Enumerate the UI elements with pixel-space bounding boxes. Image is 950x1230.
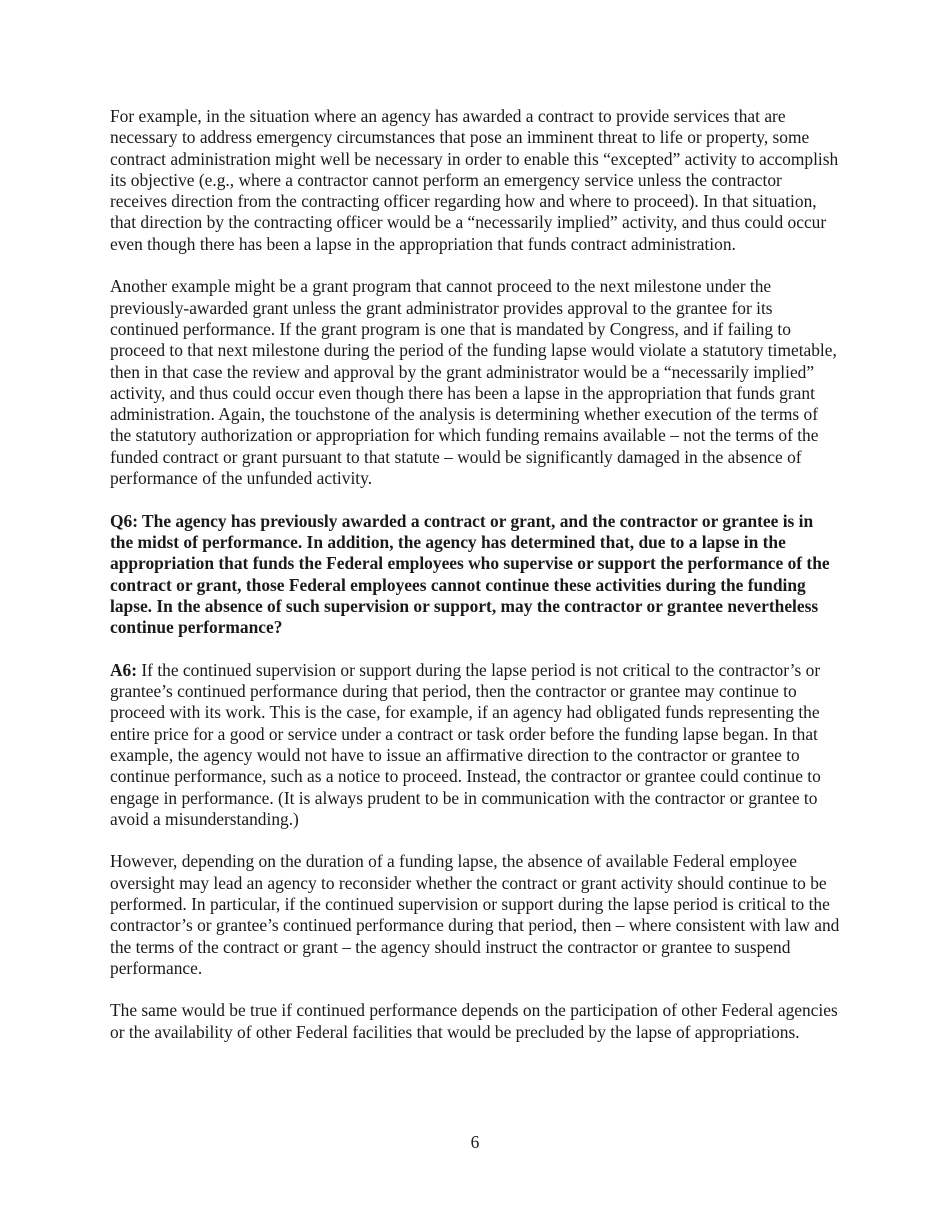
- answer-label: A6:: [110, 659, 138, 680]
- page-number: 6: [470, 1132, 480, 1152]
- question-q6: Q6: The agency has previously awarded a contract or grant, and the contractor or grantee is in the midst of performance. In addition, the agency has determined that, due to a lapse in the appropriation that funds the Federal employees who supervise or support the performance of the contract or grant, those Federal employees cannot continue these activities during the funding lapse. In the absence of such supervision or support, may the contractor or grantee nevertheless continue performance?: [110, 510, 830, 638]
- paragraph-oversight: However, depending on the duration of a funding lapse, the absence of available Federal employee oversight may lead an agency to reconsider whether the contract or grant activity should continue to be performed. In particular, if the continued supervision or support during the lapse period is critical to the contractor’s or grantee’s continued performance during that period, then – where consistent with law and the terms of the contract or grant – the agency should instruct the contractor or grantee to suspend performance.: [110, 851, 840, 978]
- paragraph-other-agencies: The same would be true if continued performance depends on the participation of other Federal agencies or the availability of other Federal facilities that would be precluded by the lapse of appropriations.: [110, 1000, 838, 1042]
- document-page: [110, 106, 840, 1064]
- paragraph-grant-example: Another example might be a grant program that cannot proceed to the next milestone under the previously-awarded grant unless the grant administrator provides approval to the grantee for its continued performance. If the grant program is one that is mandated by Congress, and if failing to proceed to that next milestone during the period of the funding lapse would violate a statutory timetable, then in that case the review and approval by the grant administrator would be a “necessarily implied” activity, and thus could occur even though there has been a lapse in the appropriation that funds grant administration. Again, the touchstone of the analysis is determining whether execution of the terms of the statutory authorization or appropriation for which funding remains available – not the terms of the funded contract or grant pursuant to that statute – would be significantly damaged in the absence of performance of the unfunded activity.: [110, 276, 837, 489]
- answer-a6: [110, 660, 840, 830]
- paragraph-contract-example: For example, in the situation where an agency has awarded a contract to provide services that are necessary to address emergency circumstances that pose an imminent threat to life or property, some contract administration might well be necessary in order to enable this “excepted” activity to accomplish its objective (e.g., where a contractor cannot perform an emergency service unless the contractor receives direction from the contracting officer regarding how and where to proceed). In that situation, that direction by the contracting officer would be a “necessarily implied” activity, and thus could occur even though there has been a lapse in the appropriation that funds contract administration.: [110, 106, 839, 254]
- answer-text: If the continued supervision or support during the lapse period is not critical to the contractor’s or grantee’s continued performance during that period, then the contractor or grantee may continue to proceed with its work. This is the case, for example, if an agency had obligated funds representing the entire price for a good or service under a contract or task order before the funding lapse began. In that example, the agency would not have to issue an affirmative direction to the contractor or grantee to continue performance, such as a notice to proceed. Instead, the contractor or grantee could continue to engage in performance. (It is always prudent to be in communication with the contractor or grantee to avoid a misunderstanding.): [110, 659, 821, 829]
